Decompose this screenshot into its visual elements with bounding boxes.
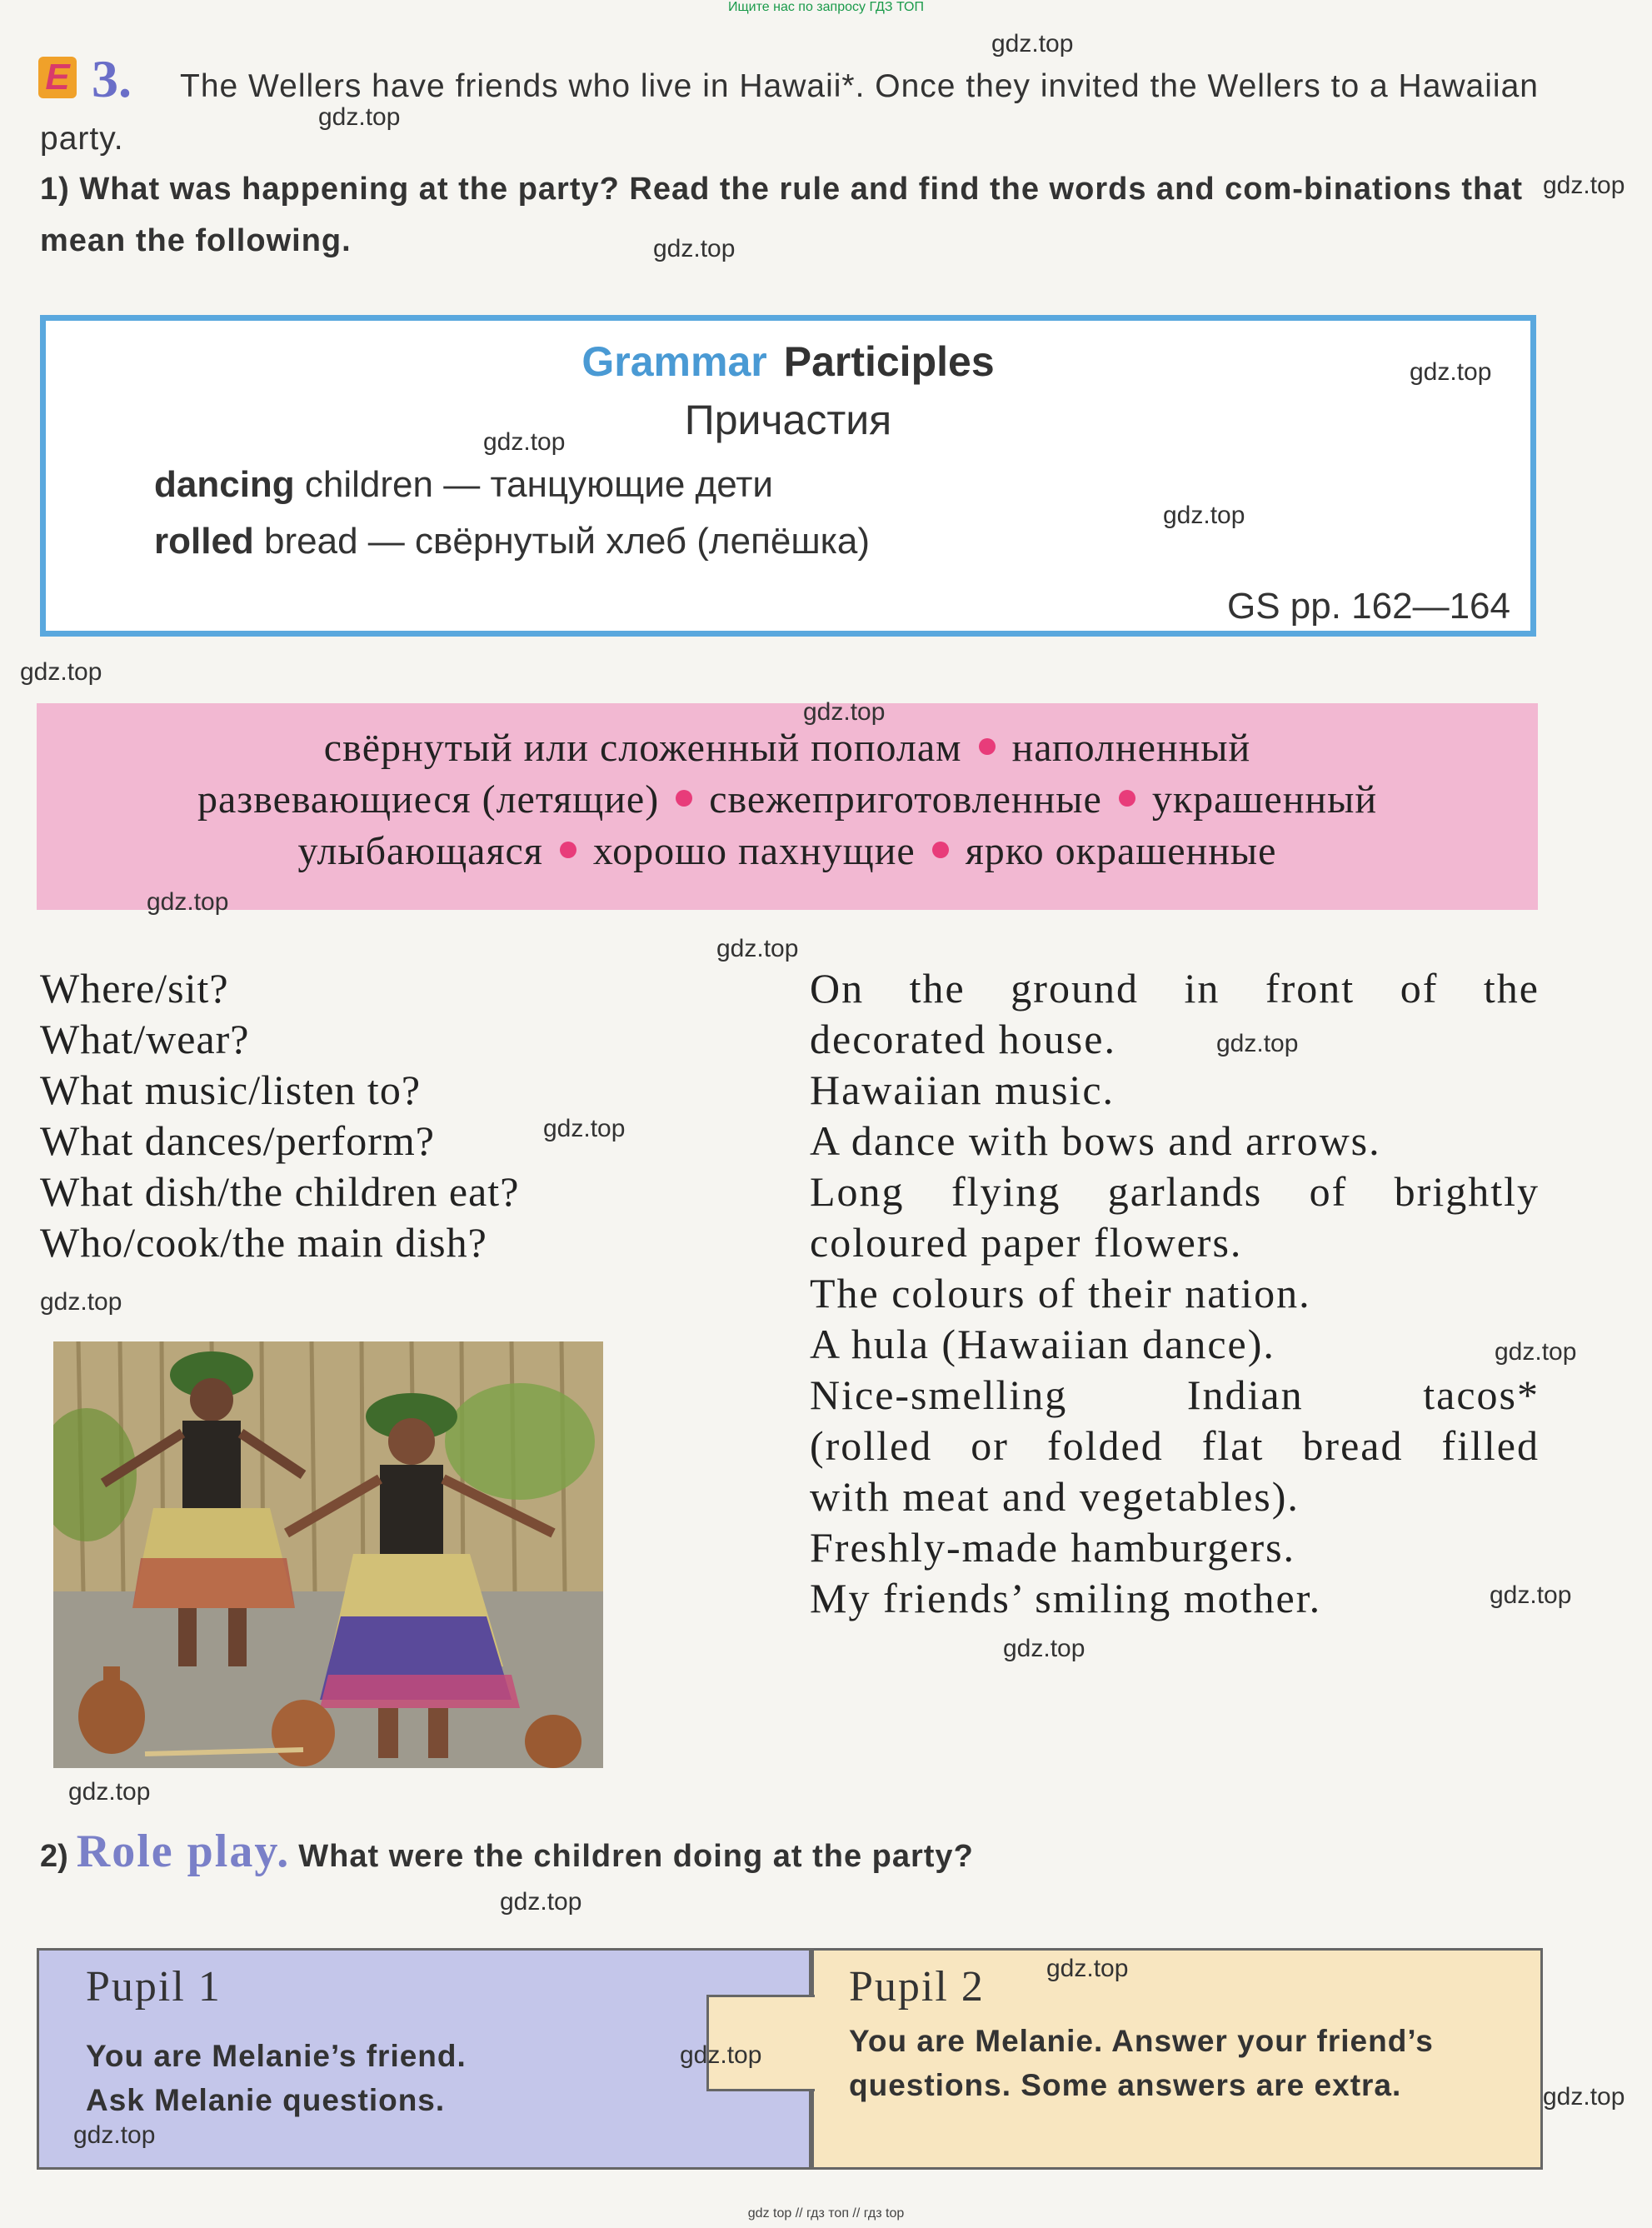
hula-dancers-photo xyxy=(53,1341,603,1768)
answer-line: On the ground in front of the xyxy=(810,965,1540,1012)
pupil-1-line-2: Ask Melanie questions. xyxy=(86,2083,446,2117)
question-item: Where/sit? xyxy=(40,965,229,1012)
question-item: What dances/perform? xyxy=(40,1117,435,1164)
pupil-2-line-1: You are Melanie. Answer your friend’s xyxy=(849,2024,1434,2058)
question-item: What music/listen to? xyxy=(40,1067,422,1113)
phrase: ярко окрашенные xyxy=(965,829,1277,873)
answer-line: A hula (Hawaiian dance). xyxy=(810,1321,1275,1367)
exercise-intro: The Wellers have friends who live in Hawaii*. Once they invited the Wellers to a Hawaiian party. xyxy=(40,68,1539,157)
answer-line: The colours of their nation. xyxy=(810,1270,1311,1316)
pupil-1-title: Pupil 1 xyxy=(86,1963,222,2011)
grammar-reference: GS pp. 162—164 xyxy=(1226,586,1510,627)
watermark: gdz.top xyxy=(20,658,102,686)
watermark: gdz.top xyxy=(68,1778,151,1806)
question-item: What dish/the children eat? xyxy=(40,1168,520,1215)
grammar-example-1 xyxy=(154,464,773,506)
watermark: gdz.top xyxy=(653,235,736,262)
phrase: свёрнутый или сложенный пополам xyxy=(323,726,962,770)
phrase: свежеприготовленные xyxy=(709,777,1102,822)
watermark: gdz.top xyxy=(483,428,566,456)
answer-line: My friends’ smiling mother. xyxy=(810,1575,1322,1621)
task-2-question: What were the children doing at the party? xyxy=(298,1839,974,1874)
phrases-line-2 xyxy=(37,777,1538,822)
questions-list xyxy=(40,963,519,1268)
role-play-label: Role play. xyxy=(76,1826,291,1877)
grammar-example-2-word: rolled xyxy=(154,521,254,562)
bullet-dot xyxy=(932,842,949,858)
bullet-dot xyxy=(676,790,692,807)
watermark: gdz.top xyxy=(1495,1338,1577,1366)
phrases-box xyxy=(37,703,1538,910)
phrases-line-1 xyxy=(37,725,1538,771)
grammar-example-2 xyxy=(154,521,870,562)
task-1-instruction: 1) What was happening at the party? Read the rule and find the words and com-binations that mean the following. xyxy=(40,172,1524,258)
watermark: gdz.top xyxy=(543,1115,626,1142)
pupil-2-text xyxy=(849,2019,1434,2107)
top-notice: Ищите нас по запросу ГДЗ ТОП xyxy=(728,0,924,14)
exercise-number: 3. xyxy=(92,49,132,108)
phrases-line-3 xyxy=(37,828,1538,874)
watermark: gdz.top xyxy=(716,935,799,962)
answer-line: Nice-smelling Indian tacos* xyxy=(810,1371,1540,1418)
phrase: улыбающаяся xyxy=(297,829,543,873)
question-item: What/wear? xyxy=(40,1016,250,1062)
watermark: gdz.top xyxy=(1216,1030,1299,1057)
answer-line: Long flying garlands of brightly xyxy=(810,1168,1540,1215)
answer-line: decorated house. xyxy=(810,1016,1116,1062)
grammar-topic-ru: Причастия xyxy=(684,397,892,443)
bullet-dot xyxy=(979,738,996,755)
grammar-example-2-rest: bread — свёрнутый хлеб (лепёшка) xyxy=(253,521,871,562)
grammar-title xyxy=(46,337,1530,386)
question-item: Who/cook/the main dish? xyxy=(40,1219,487,1266)
answer-line: Hawaiian music. xyxy=(810,1067,1115,1113)
watermark: gdz.top xyxy=(1046,1955,1129,1982)
pupil-1-line-1: You are Melanie’s friend. xyxy=(86,2039,467,2073)
answer-line: Freshly-made hamburgers. xyxy=(810,1524,1296,1571)
bullet-dot xyxy=(560,842,576,858)
watermark: gdz.top xyxy=(1003,1635,1086,1662)
phrase: наполненный xyxy=(1011,726,1251,770)
watermark: gdz.top xyxy=(73,2121,156,2149)
pupil-2-title: Pupil 2 xyxy=(849,1963,985,2011)
watermark: gdz.top xyxy=(500,1888,582,1916)
watermark: gdz.top xyxy=(680,2041,762,2069)
pupil-cards xyxy=(37,1948,1543,2170)
watermark: gdz.top xyxy=(991,30,1074,57)
phrase: развевающиеся (летящие) xyxy=(197,777,660,822)
watermark: gdz.top xyxy=(1543,172,1625,199)
phrase: украшенный xyxy=(1151,777,1378,822)
grammar-example-1-word: dancing xyxy=(154,464,295,505)
pupil-2-line-2: questions. Some answers are extra. xyxy=(849,2068,1402,2102)
answer-line: coloured paper flowers. xyxy=(810,1219,1243,1266)
watermark: gdz.top xyxy=(1410,358,1492,386)
bottom-notice: gdz top // гдз топ // гдз top xyxy=(747,2206,905,2221)
pupil-1-text xyxy=(86,2034,467,2122)
grammar-label: Grammar xyxy=(581,338,767,385)
answer-line: with meat and vegetables). xyxy=(810,1473,1300,1520)
watermark: gdz.top xyxy=(1543,2083,1625,2111)
answers-list xyxy=(810,963,1540,1624)
grammar-box xyxy=(40,315,1536,637)
phrase: хорошо пахнущие xyxy=(592,829,916,873)
watermark: gdz.top xyxy=(1490,1581,1572,1609)
watermark: gdz.top xyxy=(803,698,886,726)
bullet-dot xyxy=(1119,790,1135,807)
grammar-topic: Participles xyxy=(783,338,995,385)
answer-line: A dance with bows and arrows. xyxy=(810,1117,1381,1164)
answer-line: (rolled or folded flat bread filled xyxy=(810,1422,1540,1469)
exercise-icon: E xyxy=(38,57,77,98)
task-2-instruction xyxy=(40,1825,974,1878)
watermark: gdz.top xyxy=(40,1288,122,1316)
grammar-example-1-rest: children — танцующие дети xyxy=(294,464,773,505)
watermark: gdz.top xyxy=(318,103,401,131)
watermark: gdz.top xyxy=(1163,502,1245,529)
task-2-number: 2) xyxy=(40,1839,68,1874)
pupil-2-card xyxy=(811,1948,1543,2170)
watermark: gdz.top xyxy=(147,888,229,916)
